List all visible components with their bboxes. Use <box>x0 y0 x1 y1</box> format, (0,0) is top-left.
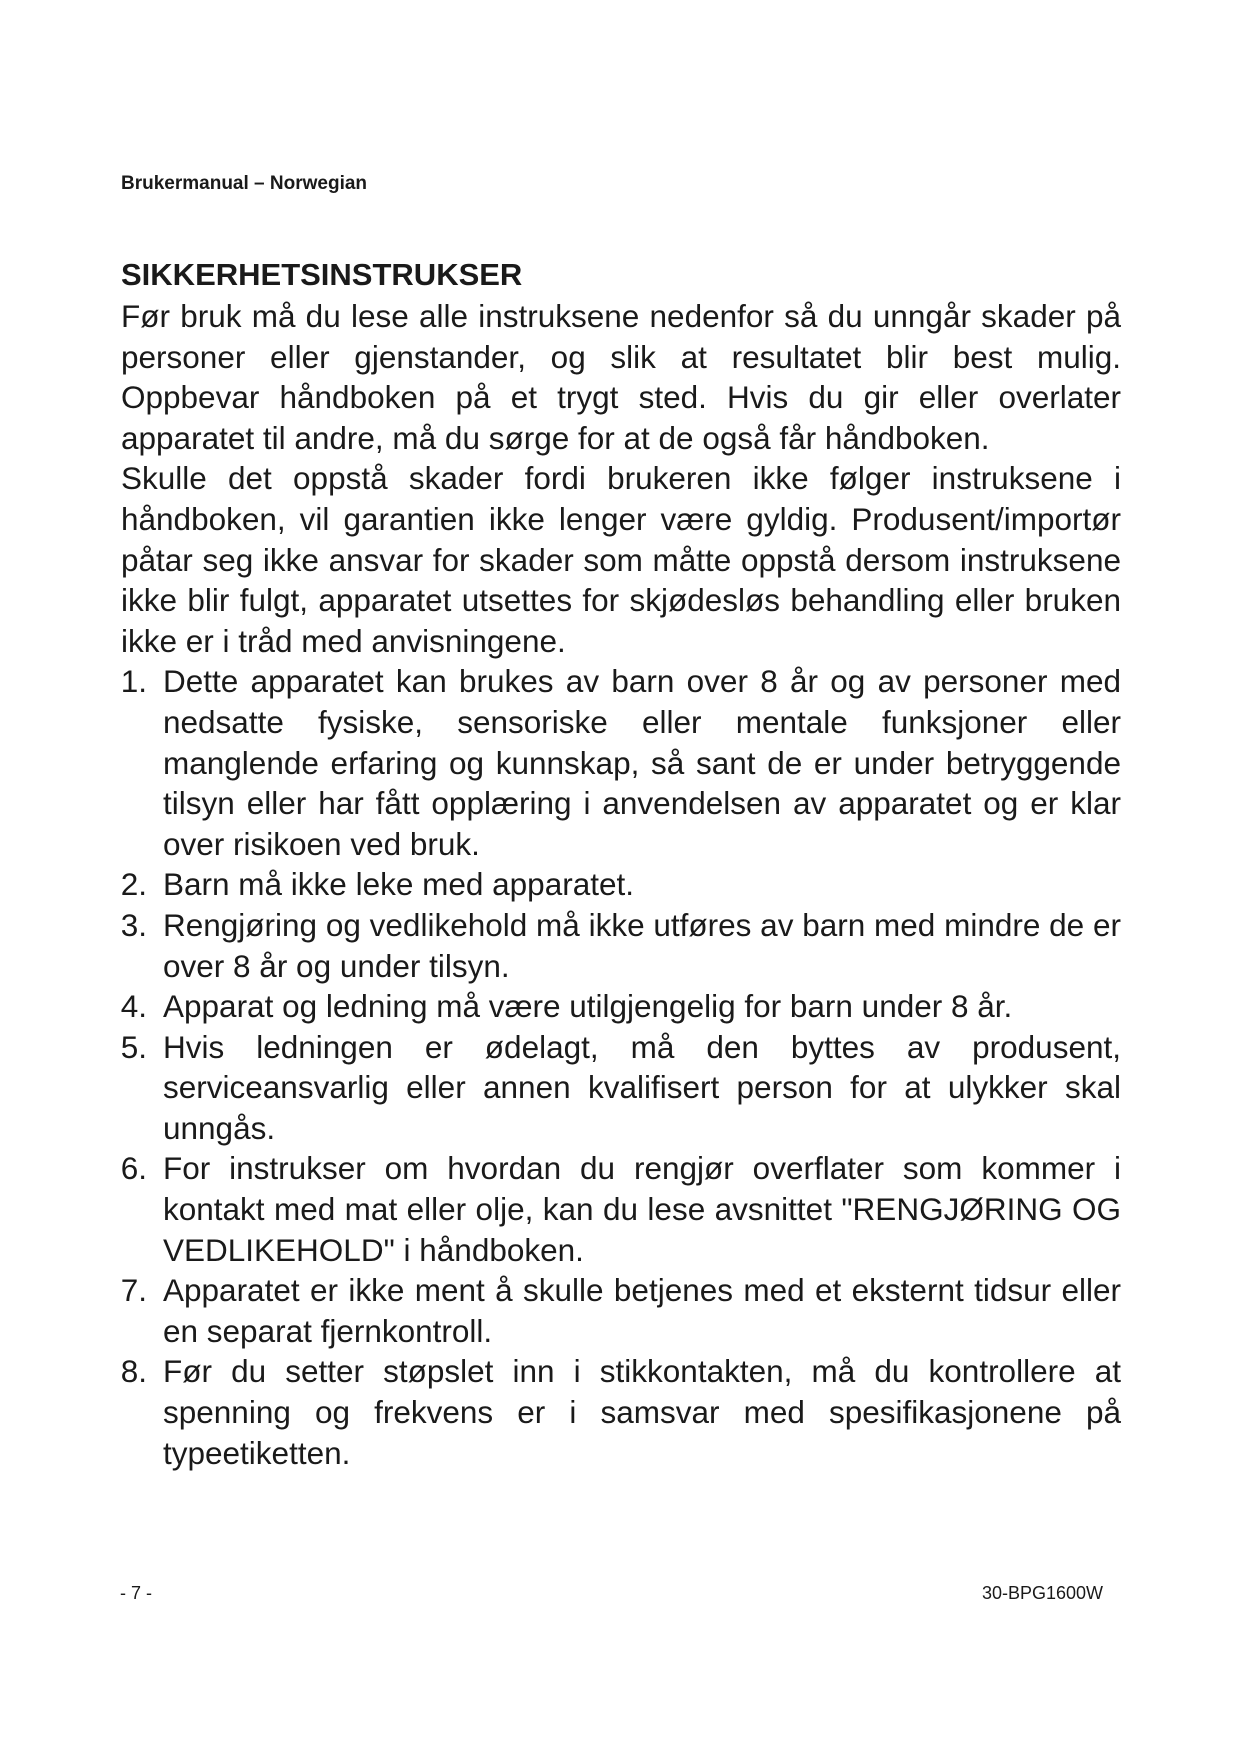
list-item <box>121 864 1121 905</box>
list-item-text: For instrukser om hvordan du rengjør overflater som kommer i kontakt med mat eller olje, kan du lese avsnittet "RENGJØRING OG VEDLIKEHOLD" i håndboken. <box>163 1150 1121 1268</box>
list-item-number: 8. <box>120 1353 147 1390</box>
list-item <box>121 1270 1121 1351</box>
list-item-text: Barn må ikke leke med apparatet. <box>163 866 634 903</box>
list-item-text: Apparat og ledning må være utilgjengelig for barn under 8 år. <box>163 988 1013 1025</box>
safety-section <box>121 256 1121 1473</box>
list-item <box>121 1027 1121 1149</box>
list-item-number: 2. <box>120 866 147 903</box>
document-header-label: Brukermanual – Norwegian <box>121 173 368 194</box>
safety-instruction-list <box>121 661 1121 1473</box>
list-item-number: 1. <box>120 663 147 700</box>
model-number: 30-BPG1600W <box>981 1583 1103 1603</box>
list-item-number: 5. <box>120 1028 147 1065</box>
list-item <box>121 1351 1121 1473</box>
list-item <box>121 661 1121 864</box>
list-item-number: 4. <box>120 988 147 1025</box>
warranty-paragraph: Skulle det oppstå skader fordi brukeren ikke følger instruksene i håndboken, vil garantien ikke lenger være gyldig. Produsent/importør påtar seg ikke ansvar for skader som måtte oppstå dersom instruksene ikke blir fulgt, apparatet utsettes for skjødesløs behandling eller bruken ikke er i tråd med anvisningene. <box>121 460 1121 659</box>
list-item-text: Før du setter støpslet inn i stikkontakten, må du kontrollere at spenning og frekvens er i samsvar med spesifikasjonene på typeetiketten. <box>163 1353 1121 1471</box>
list-item-text: Dette apparatet kan brukes av barn over 8 år og av personer med nedsatte fysiske, sensoriske eller mentale funksjoner eller manglende erfaring og kunnskap, så sant de er under betryggende tilsyn eller har fått opplæring i anvendelsen av apparatet og er klar over risikoen ved bruk. <box>163 663 1121 862</box>
list-item-number: 3. <box>120 906 147 943</box>
list-item-text: Hvis ledningen er ødelagt, må den byttes av produsent, serviceansvarlig eller annen kvalifisert person for at ulykker skal unngås. <box>163 1028 1121 1146</box>
list-item <box>121 905 1121 986</box>
list-item-number: 6. <box>120 1150 147 1187</box>
page-number: - 7 - <box>120 1583 153 1603</box>
list-item <box>121 1148 1121 1270</box>
section-title: SIKKERHETSINSTRUKSER <box>121 257 523 292</box>
intro-paragraph: Før bruk må du lese alle instruksene nedenfor så du unngår skader på personer eller gjenstander, og slik at resultatet blir best mulig. Oppbevar håndboken på et trygt sted. Hvis du gir eller overlater apparatet til andre, må du sørge for at de også får håndboken. <box>121 298 1121 456</box>
list-item <box>121 986 1121 1027</box>
list-item-number: 7. <box>120 1272 147 1309</box>
list-item-text: Apparatet er ikke ment å skulle betjenes med et eksternt tidsur eller en separat fjernkontroll. <box>163 1272 1121 1349</box>
list-item-text: Rengjøring og vedlikehold må ikke utføres av barn med mindre de er over 8 år og under tilsyn. <box>163 906 1121 984</box>
